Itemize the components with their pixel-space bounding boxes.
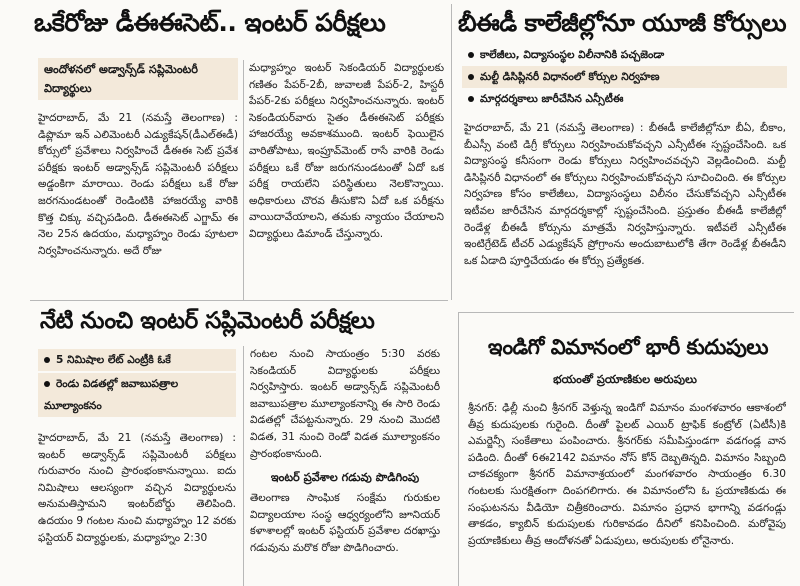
- headline-bed-ug: బీఈడీ కాలేజీల్లోనూ యూజీ కోర్సులు: [458, 9, 787, 37]
- a4-body: శ్రీనగర్: ఢిల్లీ నుంచి శ్రీనగర్ వెళ్తున్న ఇండిగో విమానం మంగళవారం ఆకాశంలో తీవ్ర కుదుపులకు గురైంది. దీంతో పైలట్ ఎయిర్ ట్రాఫిక్ కంట్రోల్ (ఏటీసీ)కి ఎమర్జెన్సీ సంకేతాలు పంపించారు. శ్రీనగర్‌కు సమీపిస్తుండగా వడగండ్ల వాన పడింది. దీంతో 6ఈ2142 విమానం నోస్ కోన్ దెబ్బతిన్నది. విమానం సిబ్బంది చాకచక్యంగా శ్రీనగర్ విమానాశ్రయంలో మంగళవారం సాయంత్రం 6.30 గంటలకు సురక్షితంగా దింపగలిగారు. ఈ విమానంలోని ఓ ప్రయాణికుడు ఈ సంఘటనను వీడియో చిత్రీకరించారు. విమానం ప్రధాన భాగాన్ని వడగండ్లు తాకడం, క్యాబిన్ కుదుపులకు గురికావడం దీనిలో కనిపించింది. మరోవైపు ప్రయాణికులు తీవ్ర ఆందోళనతో ఏడుపులు, అరుపులకు లోనైనారు.: [468, 402, 786, 547]
- bullet-text: మల్టీ డిసిప్లినరీ విధానంలో కోర్సుల నిర్వహణ: [480, 71, 660, 83]
- bullet-text: 5 నిమిషాల లేట్ ఎంట్రీకి ఓకే: [56, 354, 171, 366]
- bullet-dot-icon: [468, 96, 474, 102]
- bullet-item: [462, 66, 787, 88]
- section-divider: [30, 300, 448, 301]
- headline-indigo: ఇండిగో విమానంలో భారీ కుదుపులు: [488, 335, 768, 359]
- kicker-box: ఆందోళనలో అడ్వాన్స్‌డ్ సప్లిమెంటరీ విద్యార్థులు: [38, 58, 238, 100]
- a3-col2b: తెలంగాణ సాంఘిక సంక్షేమ గురుకుల విద్యాలయాల సంస్థ ఆధ్వర్యంలోని జూనియర్ కళాశాలల్లో ఇంటర్ ఫస్టియర్ ప్రవేశాల దరఖాస్తు గడువును మరొక రోజు పొడిగించారు.: [250, 492, 440, 554]
- column-divider: [243, 60, 244, 300]
- bullet-text: మార్గదర్శకాలు జారీచేసిన ఎన్సీటీఈ: [480, 93, 624, 105]
- headline-inter-supply: నేటి నుంచి ఇంటర్ సప్లిమెంటరీ పరీక్షలు: [40, 308, 375, 334]
- bullet-item: [462, 44, 787, 66]
- column-divider: [451, 4, 452, 300]
- column-divider: [458, 312, 459, 586]
- headline-deecet: ఒకేరోజు డీఈఈసెట్.. ఇంటర్ పరీక్షలు: [34, 8, 386, 37]
- sub-heading: ఇంటర్ ప్రవేశాల గడువు పొడిగింపు: [270, 471, 420, 484]
- bullet-item: [38, 373, 236, 417]
- bullet-item: [38, 349, 236, 371]
- a3-col2: గంటల నుంచి సాయంత్రం 5:30 వరకు సెకండియర్ విద్యార్థులకు పరీక్షలు నిర్వహిస్తారు. ఇంటర్ అడ్వాన్స్‌డ్ సప్లిమెంటరీ జవాబుపత్రాల మూల్యాంకనాన్ని ఈ సారి రెండు విడతల్లో చేపట్టనున్నారు. 29 నుంచి మొదటి విడత, 31 నుంచి రెండో విడత మూల్యాంకనం ప్రారంభంకానుంది.: [250, 348, 440, 460]
- bullet-text: రెండు విడతల్లో జవాబుపత్రాల మూల్యాంకనం: [44, 378, 179, 412]
- section-divider: [458, 312, 794, 313]
- bullet-dot-icon: [44, 381, 50, 387]
- bullet-dot-icon: [44, 357, 50, 363]
- bullet-dot-icon: [468, 74, 474, 80]
- bullet-dot-icon: [468, 52, 474, 58]
- a2-body: హైదరాబాద్, మే 21 (నమస్తే తెలంగాణ) : బీఈడీ కాలేజీల్లోనూ బీఏ, బీకాం, బీఎస్సీ వంటి డిగ్రీ కోర్సులు నిర్వహించుకోవచ్చని ఎన్సీటీఈ స్పష్టంచేసింది. ఒక విద్యాసంస్థ కనీసంగా రెండు కోర్సులు నిర్వహించవచ్చని వెల్లడించింది. మల్టీ డిసిప్లినరీ విధానంలో ఈ కోర్సులు నిర్వహించుకోవచ్చని సూచించింది. ఈ కోర్సుల నిర్వహణ కోసం కాలేజీలు, విద్యాసంస్థలు విలీనం చేసుకోవచ్చని ఎన్సీటీఈ ఇటీవల జారీచేసిన మార్గదర్శకాల్లో స్పష్టంచేసింది. ప్రస్తుతం బీఈడీ కాలేజీల్లో రెండేళ్ల బీఈడీ కోర్సును మాత్రమే నిర్వహిస్తున్నారు. ఇటీవలే ఎన్సీటీఈ ఇంటిగ్రేటెడ్ టీచర్ ఎడ్యుకేషన్ ప్రోగ్రాంను అందుబాటులోకి తేగా రెండేళ్ల బీఈడీని ఒక ఏడాది పూర్తిచేయడం ఈ కోర్సు ప్రత్యేకత.: [464, 122, 786, 267]
- a1-col2: మధ్యాహ్నం ఇంటర్ సెకండియర్ విద్యార్థులకు గణితం పేపర్-2బీ, జువాలజీ పేపర్-2, హిస్టరీ పేపర్-2కు పరీక్షలు నిర్వహించనున్నారు. ఇంటర్ సెకండియర్‌వారు సైతం డీఈఈసెట్ పరీక్షకు హాజరయ్యే అవకాశముంది. ఇంటర్ ఫెయిలైన వారితోపాటు, ఇంప్రూవ్‌మెంట్ రాసే వారికి రెండు పరీక్షలు ఒకే రోజు జరుగనుండటంతో ఏదో ఒక పరీక్ష రాయలేని పరిస్థితులు నెలకొన్నాయి. అధికారులు చొరవ తీసుకొని ఏదో ఒక పరీక్షను వాయిదావేయాలని, తమకు న్యాయం చేయాలని విద్యార్థులు డిమాండ్ చేస్తున్నారు.: [249, 62, 444, 240]
- bullet-text: కాలేజీలు, విద్యాసంస్థల విలీనానికి పచ్చజెండా: [480, 49, 665, 61]
- a3-col1: హైదరాబాద్, మే 21 (నమస్తే తెలంగాణ) : ఇంటర్ అడ్వాన్స్‌డ్ సప్లిమెంటరీ పరీక్షలు గురువారం నుంచి ప్రారంభంకానున్నాయి. ఐదు నిమిషాలు ఆలస్యంగా వచ్చిన విద్యార్థులను అనుమతిస్తామని ఇంటర్‌బోర్డు తెలిపింది. ఉదయం 9 గంటల నుంచి మధ్యాహ్నం 12 వరకు ఫస్టియర్ విద్యార్థులకు, మధ్యాహ్నం 2:30: [38, 432, 236, 544]
- sub-heading: భయంతో ప్రయాణికుల అరుపులు: [553, 373, 697, 386]
- column-divider: [243, 346, 244, 586]
- bullet-item: [462, 88, 787, 110]
- a1-col1: హైదరాబాద్, మే 21 (నమస్తే తెలంగాణ) : డిప్లొమా ఇన్ ఎలిమెంటరీ ఎడ్యుకేషన్(డీఎల్ఈడీ) కోర్సులో ప్రవేశాలు నిర్వహించే డీఈఈ సెట్ ప్రవేశ పరీక్షకు ఇంటర్ అడ్వాన్స్‌డ్ సప్లిమెంటరీ పరీక్షలు అడ్డంకిగా మారాయి. రెండు పరీక్షలు ఒకే రోజు జరగనుండటంతో రెండింటికి హాజరయ్యే వారికి కొత్త చిక్కు వచ్చిపడింది. డీఈఈసెట్ ఎగ్జామ్ ఈ నెల 25న ఉదయం, మధ్యాహ్నం రెండు పూటలా నిర్వహించనున్నారు. అదే రోజు: [38, 112, 238, 257]
